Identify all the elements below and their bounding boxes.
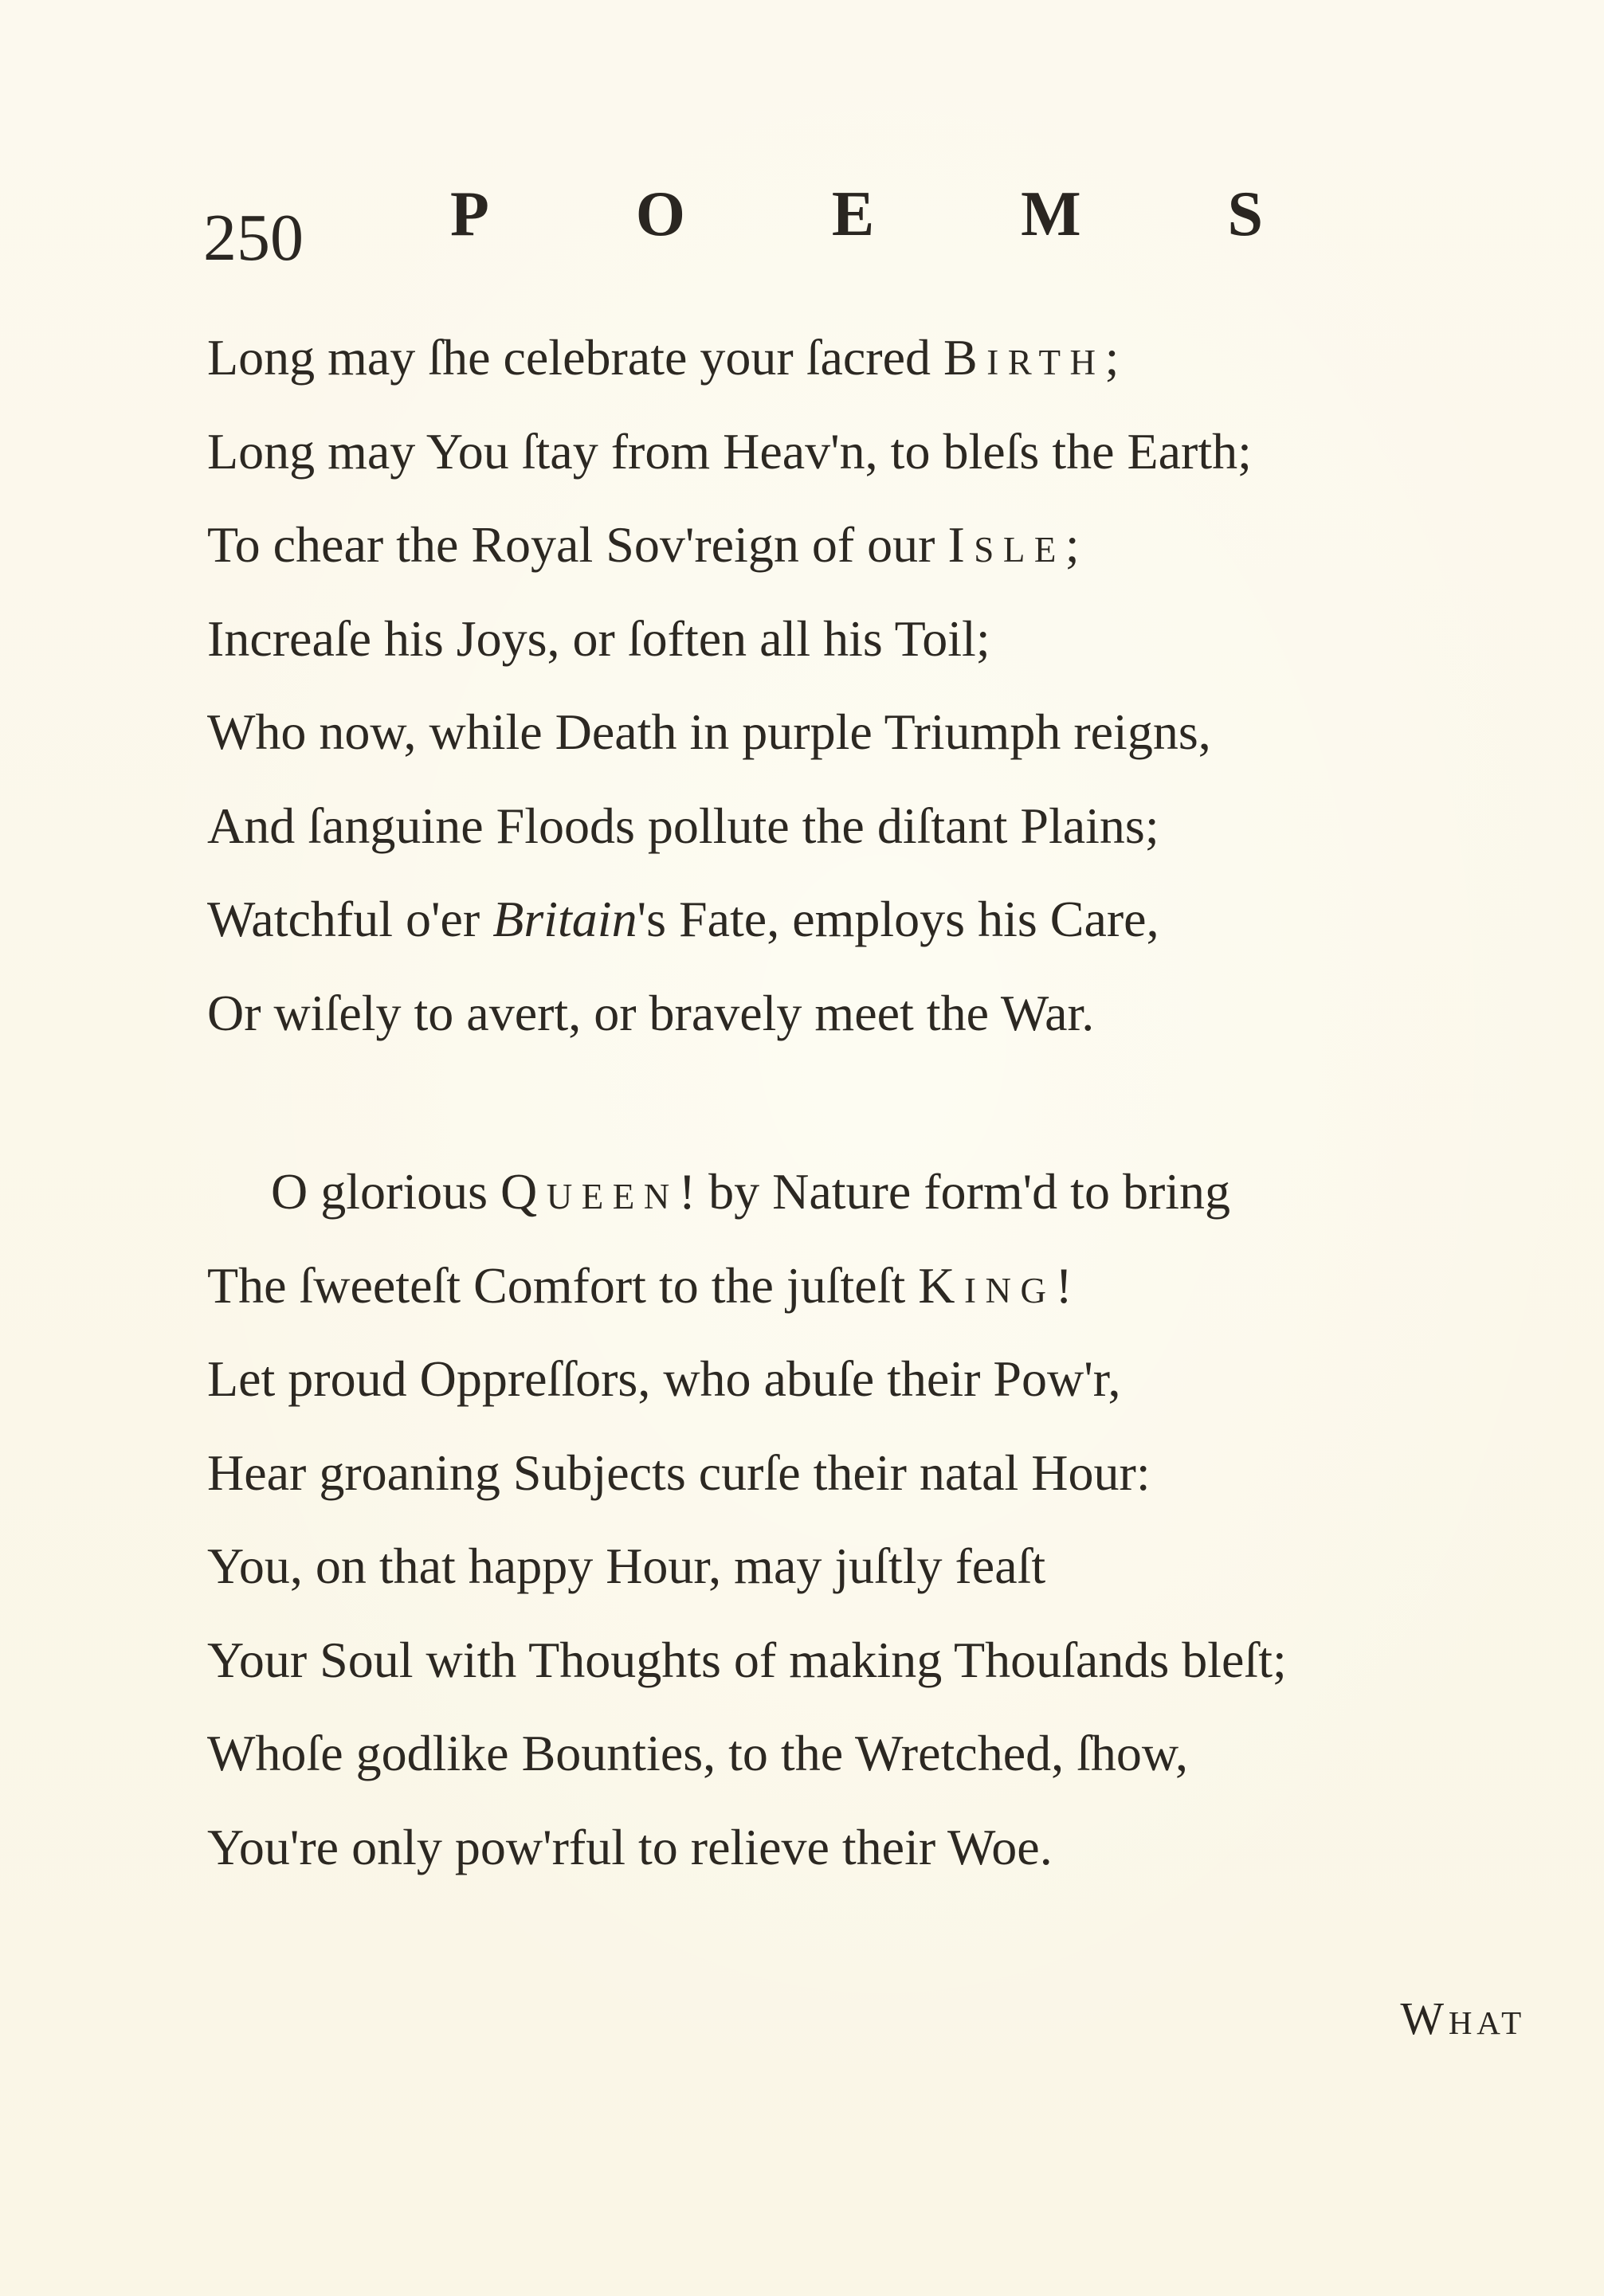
poem-line <box>207 779 1252 873</box>
poem-line <box>207 498 1252 592</box>
line-text: ; <box>1065 516 1080 573</box>
poem-line <box>207 1613 1287 1707</box>
poem-stanza-2 <box>207 1145 1287 1894</box>
poem-line <box>207 966 1252 1060</box>
poem-line <box>207 685 1252 779</box>
poem-line <box>207 1519 1287 1613</box>
line-text: Your Soul with Thoughts of making Thouſands bleſt; <box>207 1631 1287 1688</box>
poem-line <box>207 1239 1287 1333</box>
page-header <box>203 159 1263 275</box>
line-text: Increaſe his Joys, or ſoften all his Toil; <box>207 609 990 667</box>
catchword: What <box>1400 1992 1526 2044</box>
line-text: Let proud Oppreſſors, who abuſe their Pow'r, <box>207 1350 1121 1407</box>
line-text: ! <box>1055 1256 1073 1314</box>
line-text: And ſanguine Floods pollute the diſtant Plains; <box>207 797 1159 854</box>
line-text: The ſweeteſt Comfort to the juſteſt <box>207 1256 919 1314</box>
poem-line <box>207 872 1252 966</box>
running-head-letter: P <box>450 179 489 249</box>
line-text: To chear the Royal Sov'reign of our <box>207 516 948 573</box>
line-text: Hear groaning Subjects curſe their natal Hour: <box>207 1444 1151 1501</box>
poem-line <box>207 592 1252 686</box>
line-text: Watchful o'er <box>207 891 493 947</box>
line-text: ; <box>1104 329 1120 386</box>
running-head-letter: M <box>1021 179 1081 249</box>
poem-line <box>207 1706 1287 1800</box>
running-head-letter: S <box>1227 179 1263 249</box>
line-text: ! by Nature form'd to bring <box>678 1163 1231 1220</box>
small-caps-word: Birth <box>943 329 1105 386</box>
line-text: You, on that happy Hour, may juſtly feaſt <box>207 1538 1046 1594</box>
line-text: Long may ſhe celebrate your ſacred <box>207 329 943 386</box>
page-number: 250 <box>203 201 304 275</box>
line-text: You're only pow'rful to relieve their Woe. <box>207 1818 1053 1875</box>
poem-line <box>207 1332 1287 1426</box>
running-head <box>450 178 1263 251</box>
poem-line <box>207 405 1252 499</box>
poem-line <box>207 1426 1287 1520</box>
small-caps-word: Queen <box>500 1163 679 1220</box>
line-text: Who now, while Death in purple Triumph reigns, <box>207 703 1211 760</box>
line-text: O glorious <box>271 1163 500 1220</box>
poem-line <box>207 1145 1287 1239</box>
line-text: Whoſe godlike Bounties, to the Wretched, ſhow, <box>207 1725 1188 1781</box>
running-head-letter: E <box>831 179 875 249</box>
poem-line <box>207 311 1252 405</box>
line-text: Long may You ſtay from Heav'n, to bleſs the Earth; <box>207 422 1252 480</box>
poem-stanza-1 <box>207 311 1252 1060</box>
small-caps-word: King <box>918 1256 1056 1314</box>
line-text: Or wiſely to avert, or bravely meet the War. <box>207 984 1095 1041</box>
small-caps-word: Isle <box>947 516 1065 573</box>
italic-word: Britain <box>492 891 637 947</box>
poem-line <box>207 1800 1287 1894</box>
running-head-letter: O <box>635 179 685 249</box>
line-text: 's Fate, employs his Care, <box>637 891 1159 947</box>
